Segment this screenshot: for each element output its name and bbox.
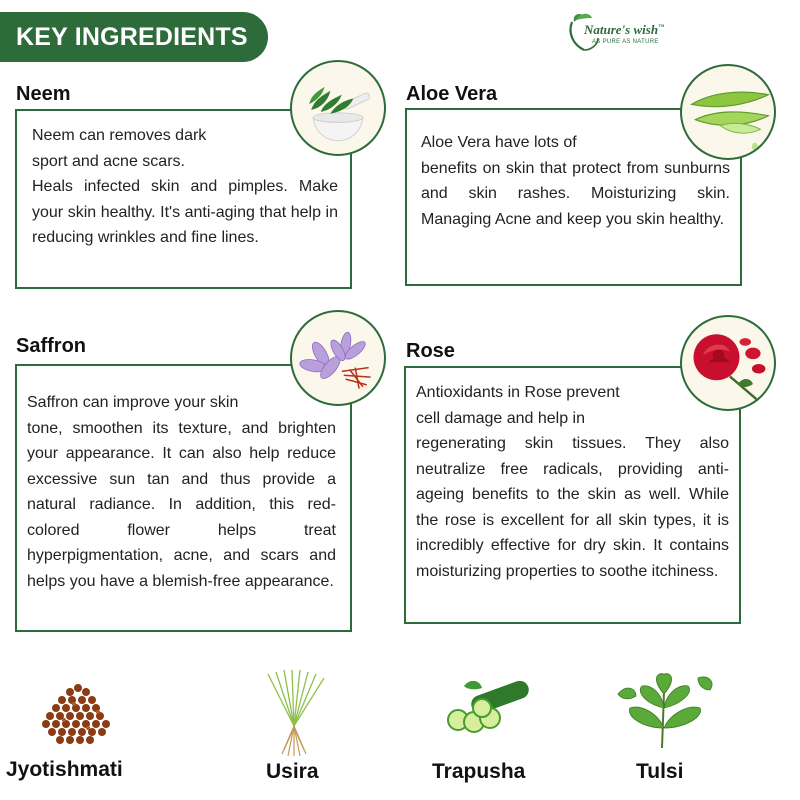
bottom-label-jyotishmati: Jyotishmati <box>6 758 123 781</box>
card-text: regenerating skin tissues. They also neutralize free radicals, providing anti-ageing benefits to the skin as well. While the rose is excellent for all skin types, it is incredibly effective for dry skin. It contains moisturizing properties to soothe itchiness. <box>416 435 729 580</box>
card-text-line: Aloe Vera have lots of <box>421 134 577 151</box>
logo-tagline: AS PURE AS NATURE <box>592 39 659 45</box>
card-text: benefits on skin that protect from sunburns and skin rashes. Moisturizing skin. Managing Acne and keep you skin healthy. <box>421 159 730 228</box>
logo-name: Nature's wish™ <box>584 22 665 37</box>
cucumber-icon <box>440 676 532 736</box>
page-title: KEY INGREDIENTS <box>16 22 248 51</box>
aloe-vera-icon <box>680 64 776 160</box>
section-title-saffron: Saffron <box>16 335 86 357</box>
rose-icon <box>680 315 776 411</box>
header-banner <box>0 12 268 62</box>
saffron-flower-icon <box>290 310 386 406</box>
ingredient-card-saffron <box>15 364 352 632</box>
card-text-line: sport and acne scars. <box>32 152 185 170</box>
bottom-label-usira: Usira <box>266 760 319 783</box>
bottom-label-trapusha: Trapusha <box>432 760 526 783</box>
card-text-line: Saffron can improve your skin <box>27 394 239 411</box>
section-title-rose: Rose <box>406 340 455 362</box>
vetiver-grass-icon <box>254 670 334 756</box>
card-text-line: cell damage and help in <box>416 409 586 427</box>
section-title-neem: Neem <box>16 83 71 105</box>
bottom-label-tulsi: Tulsi <box>636 760 684 783</box>
section-title-aloe-vera: Aloe Vera <box>406 83 498 105</box>
card-text: tone, smoothen its texture, and brighten your appearance. It can also help reduce excessive sun tan and thus provide a natural radiance. In addition, this red-colored flower helps treat hyperpigmentation, acne, and scars and helps you have a blemish-free appearance. <box>27 419 336 590</box>
card-text: Heals infected skin and pimples. Make your skin healthy. It's anti-aging that help in reducing wrinkles and fine lines. <box>32 178 338 246</box>
ingredient-card-rose <box>404 366 741 624</box>
card-text-line: Neem can removes dark <box>32 127 207 144</box>
brand-logo <box>566 8 686 58</box>
card-text-line: Antioxidants in Rose prevent <box>416 384 620 401</box>
tulsi-leaves-icon <box>612 672 718 750</box>
seeds-icon <box>36 676 120 752</box>
neem-bowl-icon <box>290 60 386 156</box>
